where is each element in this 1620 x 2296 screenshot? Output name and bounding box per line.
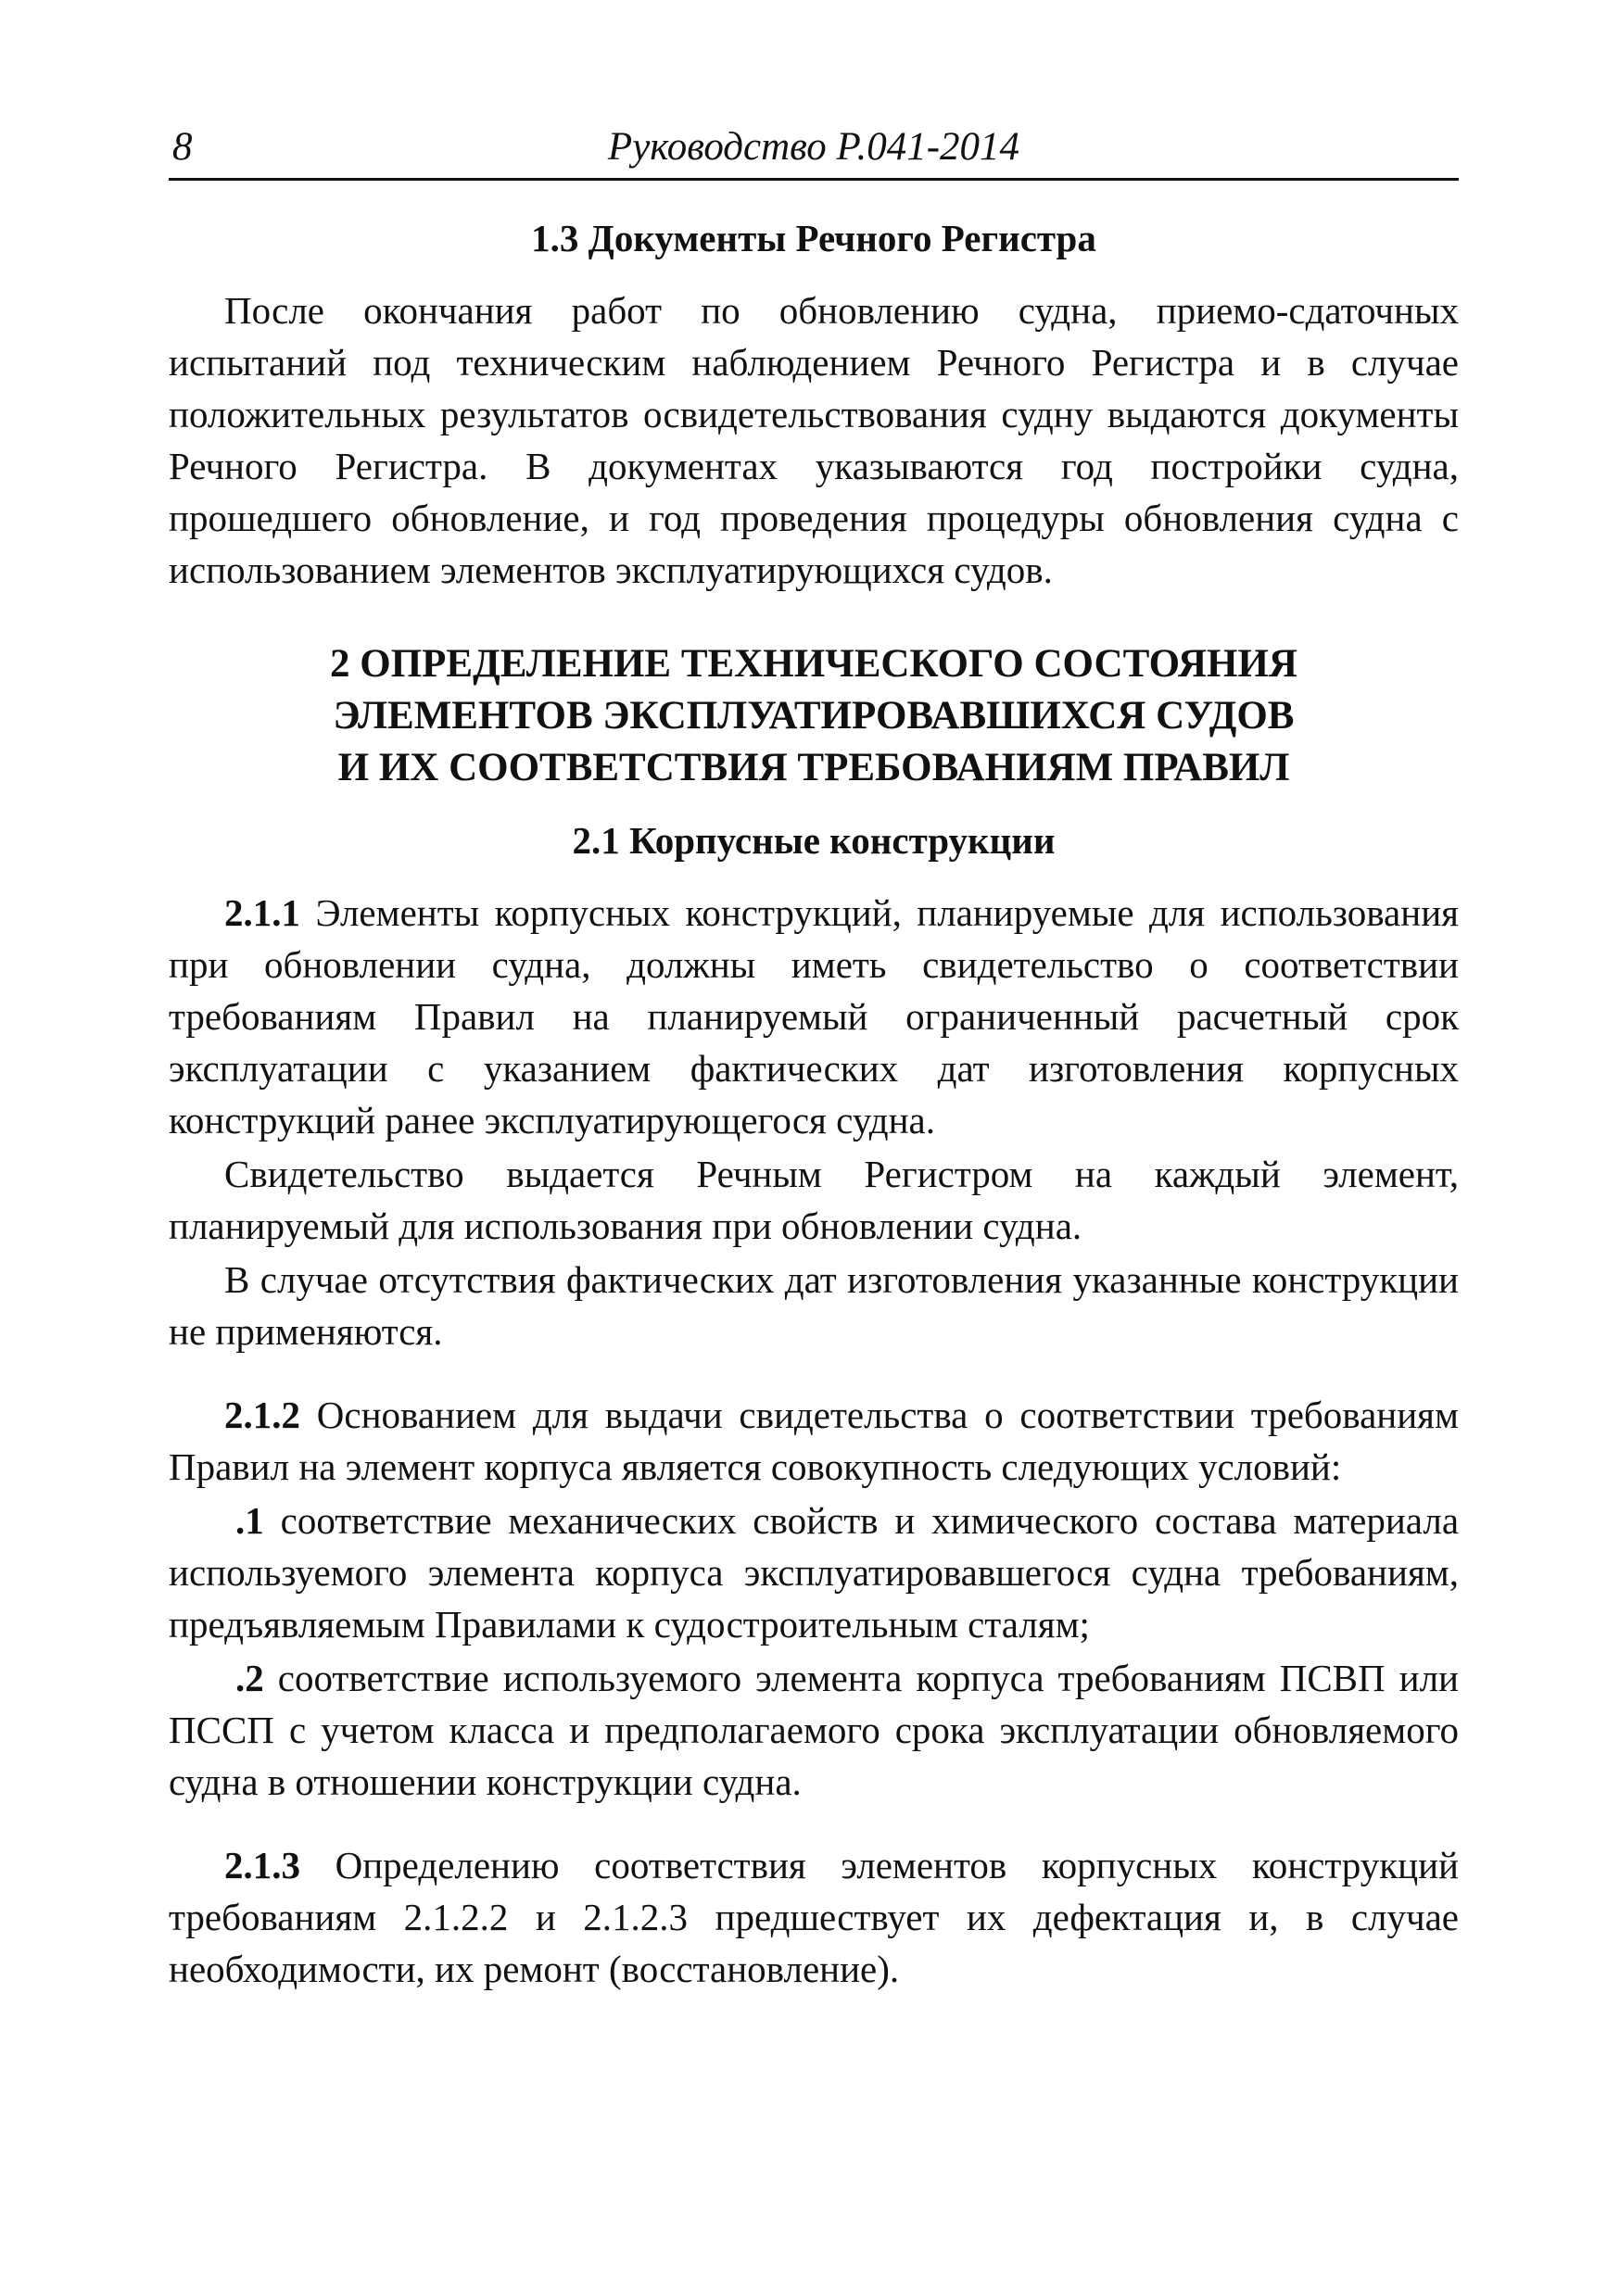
running-title: Руководство Р.041-2014	[607, 125, 1020, 169]
paragraph-2-1-3	[169, 1839, 1459, 1995]
list-item-2	[169, 1652, 1459, 1808]
section-2-1-heading: 2.1 Корпусные конструкции	[572, 819, 1056, 862]
section-2-heading-line: И ИХ СООТВЕТСТВИЯ ТРЕБОВАНИЯМ ПРАВИЛ	[337, 746, 1290, 789]
page-number: 8	[172, 125, 193, 169]
clause-text: Элементы корпусных конструкций, планируемые для использования при обновлении судна, должны иметь свидетельство о соответствии требованиям Правил на планируемый ограниченный расчетный срок эксплуатации с указанием фактических дат изготовления корпусных конструкций ранее эксплуатирующегося судна.	[169, 891, 1459, 1142]
list-item-1	[169, 1495, 1459, 1650]
section-2-heading-line: ЭЛЕМЕНТОВ ЭКСПЛУАТИРОВАВШИХСЯ СУДОВ	[333, 694, 1295, 738]
clause-number: 2.1.3	[224, 1844, 300, 1886]
paragraph-2-1-2	[169, 1389, 1459, 1493]
item-number: .1	[235, 1499, 264, 1542]
section-1-3-heading: 1.3 Документы Речного Регистра	[531, 217, 1096, 259]
paragraph-2-1-1	[169, 887, 1459, 1146]
running-header	[169, 120, 1459, 181]
clause-text: Основанием для выдачи свидетельства о соответствии требованиям Правил на элемент корпуса является совокупность следующих условий:	[169, 1394, 1459, 1488]
item-text: соответствие механических свойств и химического состава материала используемого элемента корпуса эксплуатировавшегося судна требованиям, предъявляемым Правилами к судостроительным сталям;	[169, 1499, 1460, 1646]
item-text: соответствие используемого элемента корпуса требованиям ПСВП или ПССП с учетом класса и предполагаемого срока эксплуатации обновляемого судна в отношении конструкции судна.	[169, 1657, 1459, 1803]
clause-number: 2.1.2	[224, 1394, 300, 1436]
section-2-heading	[169, 638, 1459, 794]
section-2-heading-line: 2 ОПРЕДЕЛЕНИЕ ТЕХНИЧЕСКОГО СОСТОЯНИЯ	[330, 642, 1297, 686]
paragraph-2-1-1-absence: В случае отсутствия фактических дат изготовления указанные конструкции не применяются.	[169, 1258, 1459, 1353]
section-1-3-paragraph: После окончания работ по обновлению судна, приемо-сдаточных испытаний под техническим наблюдением Речного Регистра и в случае положительных результатов освидетельствования судну выдаются документы Речного Регистра. В документах указываются год постройки судна, прошедшего обновление, и год проведения процедуры обновления судна с использованием элементов эксплуатирующихся судов.	[169, 289, 1459, 591]
clause-text: Определению соответствия элементов корпусных конструкций требованиям 2.1.2.2 и 2.1.2.3 предшествует их дефектация и, в случае необходимости, их ремонт (восстановление).	[169, 1844, 1460, 1990]
paragraph-2-1-1-certificate: Свидетельство выдается Речным Регистром на каждый элемент, планируемый для использования при обновлении судна.	[169, 1153, 1459, 1247]
document-page	[169, 120, 1459, 1995]
item-number: .2	[235, 1657, 264, 1699]
clause-number: 2.1.1	[224, 891, 300, 934]
